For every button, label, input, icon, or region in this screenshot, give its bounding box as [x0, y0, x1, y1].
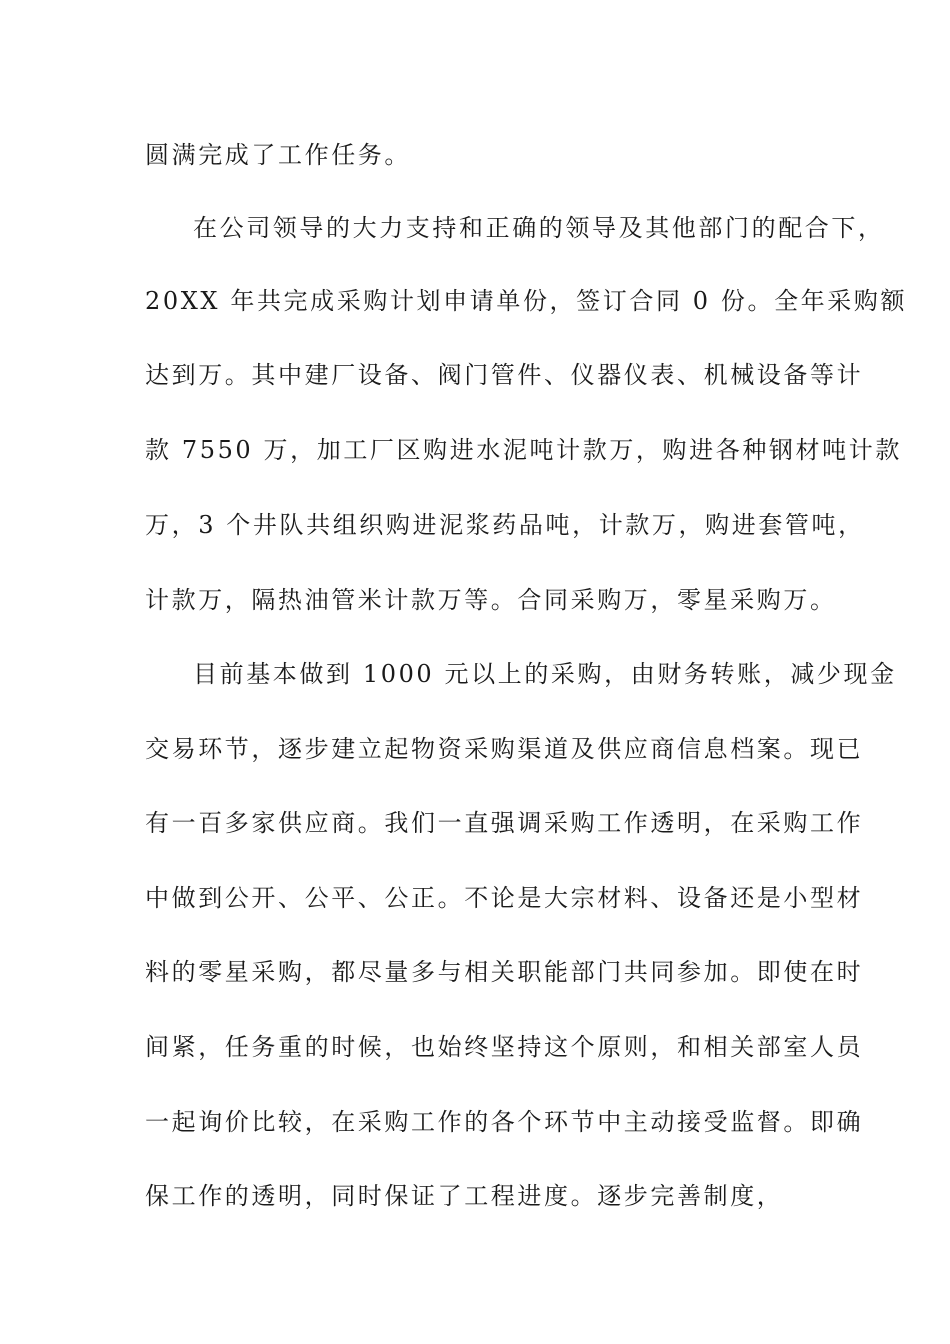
text-line: 款 7550 万，加工厂区购进水泥吨计款万，购进各种钢材吨计款 — [145, 436, 902, 464]
text-line: 中做到公开、公平、公正。不论是大宗材料、设备还是小型材 — [145, 884, 864, 912]
text-line: 交易环节，逐步建立起物资采购渠道及供应商信息档案。现已 — [145, 735, 864, 763]
paragraph-start-line: 在公司领导的大力支持和正确的领导及其他部门的配合下， — [193, 214, 885, 242]
text-line: 万，3 个井队共组织购进泥浆药品吨，计款万，购进套管吨， — [145, 511, 865, 539]
paragraph-start-line: 目前基本做到 1000 元以上的采购，由财务转账，减少现金 — [193, 660, 897, 688]
text-line: 20XX 年共完成采购计划申请单份，签订合同 0 份。全年采购额 — [145, 287, 908, 315]
text-line: 计款万，隔热油管米计款万等。合同采购万，零星采购万。 — [145, 586, 837, 614]
text-line: 达到万。其中建厂设备、阀门管件、仪器仪表、机械设备等计 — [145, 361, 864, 389]
text-line: 有一百多家供应商。我们一直强调采购工作透明，在采购工作 — [145, 809, 864, 837]
text-line: 料的零星采购，都尽量多与相关职能部门共同参加。即使在时 — [145, 958, 864, 986]
text-line: 保工作的透明，同时保证了工程进度。逐步完善制度， — [145, 1182, 784, 1210]
text-line: 一起询价比较，在采购工作的各个环节中主动接受监督。即确 — [145, 1108, 864, 1136]
text-line: 圆满完成了工作任务。 — [145, 141, 411, 169]
text-line: 间紧，任务重的时候，也始终坚持这个原则，和相关部室人员 — [145, 1033, 864, 1061]
